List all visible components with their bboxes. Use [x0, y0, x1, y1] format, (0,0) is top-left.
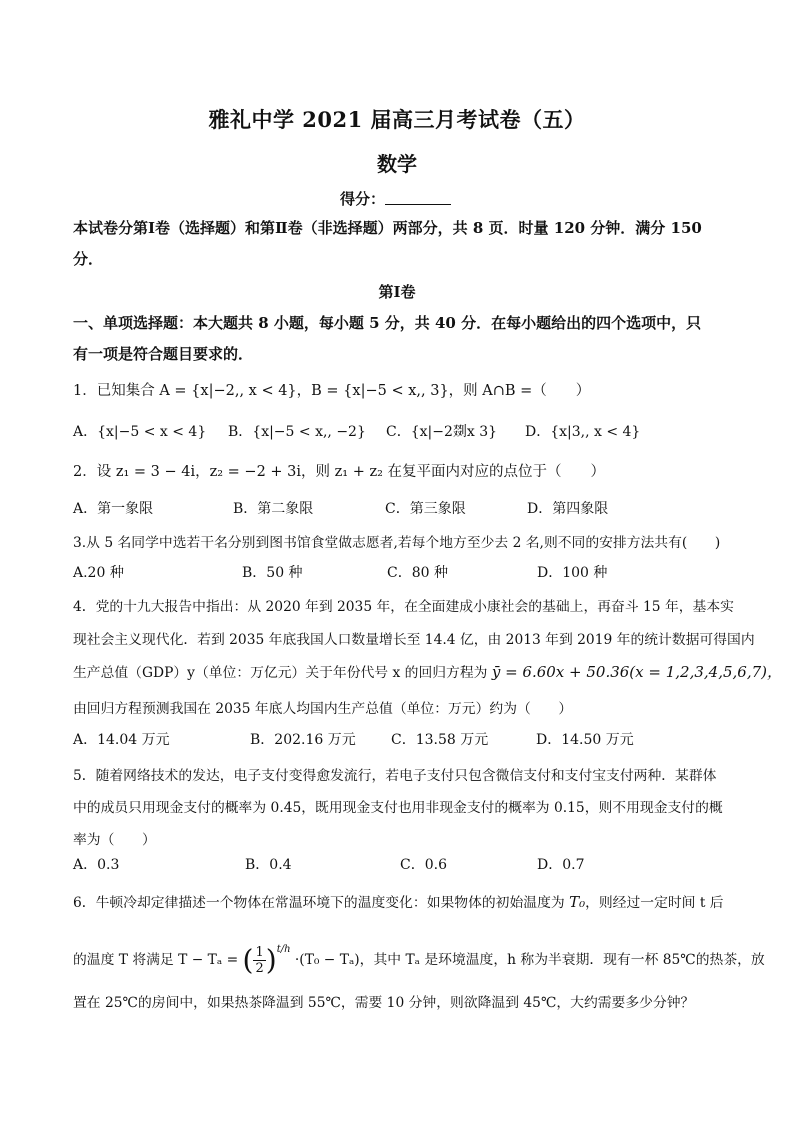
- q4-option-b: B．202.16 万元: [250, 732, 356, 748]
- score-label: 得分：: [340, 190, 386, 208]
- fraction-denominator: 2: [255, 961, 264, 976]
- q1-option-c: C．{x|−2剟x 3}: [386, 424, 498, 440]
- q2-option-a: A．第一象限: [73, 501, 154, 517]
- q1-option-a: A．{x|−5 < x < 4}: [73, 424, 207, 440]
- q3-option-a: A.20 种: [73, 565, 124, 581]
- q6-line-2-a: 的温度 T 将满足 T − Tₐ =: [73, 952, 239, 968]
- score-blank[interactable]: [385, 190, 451, 205]
- q4-line-3: [73, 661, 782, 682]
- intro-line-2: 分．: [73, 250, 104, 268]
- q5-option-d: D．0.7: [537, 857, 585, 873]
- part1-heading: 第Ⅰ卷: [378, 283, 416, 301]
- q4-line-1: 4．党的十九大报告中指出：从 2020 年到 2035 年，在全面建成小康社会的基础上，再奋斗 15 年，基本实: [73, 599, 734, 615]
- score-field: [340, 188, 451, 209]
- q2-option-d: D．第四象限: [527, 501, 609, 517]
- section1-line-1: 一、单项选择题：本大题共 8 小题，每小题 5 分，共 40 分．在每小题给出的四个选项中，只: [73, 314, 702, 332]
- q3-option-c: C．80 种: [387, 565, 448, 581]
- q1-option-b: B．{x|−5 < x,, −2}: [228, 424, 366, 440]
- q5-line-1: 5．随着网络技术的发达，电子支付变得愈发流行，若电子支付只包含微信支付和支付宝支付两种．某群体: [73, 768, 717, 784]
- exam-title: 雅礼中学 2021 届高三月考试卷（五）: [208, 107, 586, 132]
- q6-line-2: [73, 928, 765, 977]
- q6-line-2-b: ·(T₀ − Tₐ)，其中 Tₐ 是环境温度，h 称为半衰期．现有一杯 85℃的热茶，放: [294, 952, 765, 968]
- q1-stem: 1．已知集合 A = {x|−2,, x < 4}，B = {x|−5 < x,, 3}，则 A∩B =（ ）: [73, 383, 591, 399]
- left-paren: (: [242, 943, 254, 977]
- intro-line-1: 本试卷分第Ⅰ卷（选择题）和第Ⅱ卷（非选择题）两部分，共 8 页．时量 120 分钟．满分 150: [73, 219, 702, 237]
- q3-option-d: D．100 种: [537, 565, 608, 581]
- q6-line-1-a: 6．牛顿冷却定律描述一个物体在常温环境下的温度变化：如果物体的初始温度为: [73, 895, 570, 911]
- q3-stem: 3.从 5 名同学中选若干名分别到图书馆食堂做志愿者,若每个地方至少去 2 名,则不同的安排方法共有( ): [73, 535, 721, 551]
- q4-option-d: D．14.50 万元: [536, 732, 634, 748]
- q6-line-1: [73, 891, 737, 911]
- section1-line-2: 有一项是符合题目要求的．: [73, 345, 254, 363]
- q2-option-c: C．第三象限: [385, 501, 466, 517]
- q5-line-3: 率为（ ）: [73, 832, 156, 848]
- q1-option-d: D．{x|3,, x < 4}: [525, 424, 641, 440]
- q4-option-a: A．14.04 万元: [73, 732, 170, 748]
- q5-line-2: 中的成员只用现金支付的概率为 0.45，既用现金支付也用非现金支付的概率为 0.15，则不用现金支付的概: [73, 800, 723, 816]
- q3-option-b: B．50 种: [242, 565, 303, 581]
- q6-line-1-c: ，则经过一定时间 t 后: [585, 895, 724, 911]
- exponent: t/h: [276, 944, 291, 955]
- q4-line-3-text: 生产总值（GDP）y（单位：万亿元）关于年份代号 x 的回归方程为: [73, 665, 488, 681]
- q4-line-4: 由回归方程预测我国在 2035 年底人均国内生产总值（单位：万元）约为（ ）: [73, 701, 573, 717]
- q6-line-3: 置在 25℃的房间中，如果热茶降温到 55℃，需要 10 分钟，则欲降温到 45℃，大约需要多少分钟？: [73, 995, 695, 1011]
- q2-option-b: B．第二象限: [233, 501, 314, 517]
- q2-stem: 2．设 z₁ = 3 − 4i，z₂ = −2 + 3i，则 z₁ + z₂ 在复平面内对应的点位于（ ）: [73, 464, 606, 480]
- q5-option-b: B．0.4: [245, 857, 292, 873]
- subject-title: 数学: [377, 152, 417, 176]
- q5-option-a: A．0.3: [73, 857, 120, 873]
- q5-option-c: C．0.6: [400, 857, 447, 873]
- q4-line-2: 现社会主义现代化．若到 2035 年底我国人口数量增长至 14.4 亿，由 2013 年到 2019 年的统计数据可得国内: [73, 632, 755, 648]
- initial-temp-symbol: T₀: [569, 893, 586, 911]
- right-paren: ): [265, 943, 277, 977]
- regression-formula: ȳ = 6.60x + 50.36(x = 1,2,3,4,5,6,7)，: [491, 663, 782, 681]
- fraction-numerator: 1: [255, 945, 264, 960]
- q4-option-c: C．13.58 万元: [391, 732, 489, 748]
- half-fraction: [253, 945, 265, 976]
